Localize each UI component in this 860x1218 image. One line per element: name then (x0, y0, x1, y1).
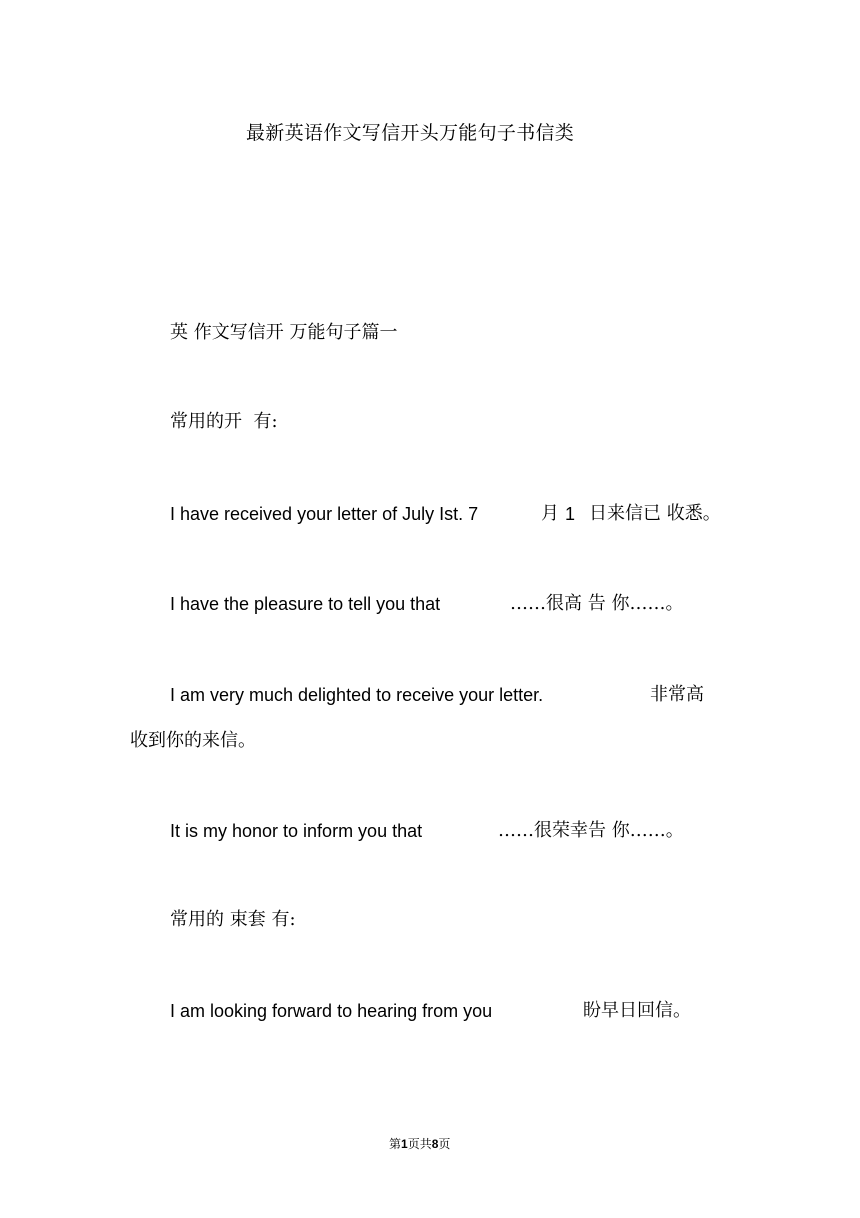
opening-1-chinese-month: 月 (541, 503, 559, 524)
opening-4-english: It is my honor to inform you that (170, 821, 423, 841)
opening-1-chinese-day-number: 1 (565, 504, 576, 524)
section-heading: 英 作文写信开 万能句子篇一 (170, 322, 398, 343)
page-indicator-total: 8 (431, 1137, 439, 1151)
page-indicator-prefix: 第 (389, 1137, 402, 1151)
opening-1-english: I have received your letter of July Ist. 7 (170, 504, 479, 524)
opening-2-english: I have the pleasure to tell you that (170, 594, 441, 614)
closing-phrases-label: 常用的 束套 有: (170, 909, 296, 930)
closing-1-chinese: 盼早日回信。 (583, 1000, 691, 1021)
opening-1-chinese: 日来信已 收悉。 (589, 503, 721, 524)
opening-3-chinese: 非常高 (650, 684, 704, 705)
page-indicator-current: 1 (401, 1137, 408, 1151)
page-indicator (389, 1138, 450, 1150)
page-indicator-mid: 页共 (407, 1137, 432, 1151)
opening-phrases-label: 常用的开 有: (170, 411, 278, 432)
opening-3-chinese-continued: 收到你的来信。 (130, 730, 256, 751)
document-title: 最新英语作文写信开头万能句子书信类 (246, 122, 575, 144)
opening-2-chinese: ……很高 告 你……。 (510, 593, 684, 614)
opening-3-english: I am very much delighted to receive your letter. (170, 685, 544, 705)
closing-1-english: I am looking forward to hearing from you (170, 1001, 493, 1021)
opening-4-chinese: ……很荣幸告 你……。 (498, 820, 684, 841)
page-indicator-suffix: 页 (438, 1137, 451, 1151)
